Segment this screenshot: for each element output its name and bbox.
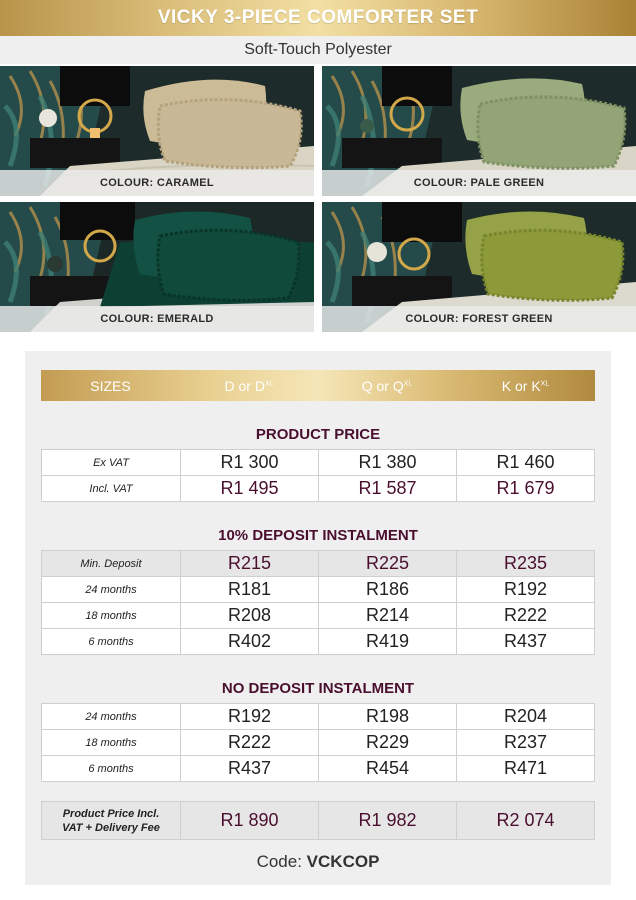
row-label: Incl. VAT <box>42 476 181 502</box>
size-king-sup: XL <box>540 379 550 387</box>
product-code-prefix: Code: <box>256 852 307 871</box>
price-cell: R222 <box>457 603 595 629</box>
price-cell: R1 679 <box>457 476 595 502</box>
price-cell: R402 <box>181 629 319 655</box>
size-queen-sup: XL <box>403 379 413 387</box>
caption-emerald: COLOUR: EMERALD <box>0 306 314 332</box>
total-label <box>42 802 181 840</box>
photo-pale-green <box>322 66 636 196</box>
sizes-label: SIZES <box>90 377 131 394</box>
price-cell: R235 <box>457 551 595 577</box>
no-deposit-instalment-heading: NO DEPOSIT INSTALMENT <box>221 680 415 697</box>
product-title: VICKY 3-PIECE COMFORTER SET <box>157 7 479 28</box>
price-cell: R1 587 <box>319 476 457 502</box>
price-cell: R192 <box>457 577 595 603</box>
price-cell: R419 <box>319 629 457 655</box>
price-cell: R437 <box>181 756 319 782</box>
product-subtitle: Soft-Touch Polyester <box>244 41 392 58</box>
table-row <box>42 577 595 603</box>
total-price-cell: R1 890 <box>181 802 319 840</box>
row-label: 6 months <box>42 756 181 782</box>
price-cell: R225 <box>319 551 457 577</box>
row-label: 24 months <box>42 577 181 603</box>
table-row <box>42 802 595 840</box>
table-row <box>42 551 595 577</box>
no-deposit-instalment-table <box>41 703 595 782</box>
price-cell: R204 <box>457 704 595 730</box>
price-cell: R186 <box>319 577 457 603</box>
photo-forest-green <box>322 202 636 332</box>
product-code-value: VCKCOP <box>306 852 380 871</box>
price-cell: R237 <box>457 730 595 756</box>
size-column-king <box>456 378 595 394</box>
caption-caramel: COLOUR: CARAMEL <box>0 170 314 196</box>
deposit-instalment-table <box>41 550 595 655</box>
price-cell: R454 <box>319 756 457 782</box>
deposit-instalment-heading: 10% DEPOSIT INSTALMENT <box>218 527 418 544</box>
row-label: 6 months <box>42 629 181 655</box>
price-cell: R214 <box>319 603 457 629</box>
price-cell: R1 300 <box>181 450 319 476</box>
caption-pale-green: COLOUR: PALE GREEN <box>322 170 636 196</box>
size-queen-label: Q or Q <box>361 377 404 394</box>
price-cell: R437 <box>457 629 595 655</box>
size-column-double <box>180 378 318 394</box>
price-cell: R1 460 <box>457 450 595 476</box>
total-price-cell: R2 074 <box>457 802 595 840</box>
price-cell: R198 <box>319 704 457 730</box>
price-cell: R471 <box>457 756 595 782</box>
total-label-line1: Product Price Incl. <box>62 807 160 820</box>
table-row <box>42 730 595 756</box>
price-cell: R1 380 <box>319 450 457 476</box>
row-label: Ex VAT <box>42 450 181 476</box>
table-row <box>42 603 595 629</box>
total-label-line2: VAT + Delivery Fee <box>62 821 160 834</box>
product-code <box>25 852 611 872</box>
table-row <box>42 450 595 476</box>
size-double-sup: XL <box>264 379 274 387</box>
photo-caramel <box>0 66 314 196</box>
price-cell: R215 <box>181 551 319 577</box>
table-row <box>42 704 595 730</box>
price-cell: R222 <box>181 730 319 756</box>
title-banner <box>0 0 636 36</box>
size-double-label: D or D <box>224 377 265 394</box>
table-row <box>42 629 595 655</box>
table-row <box>42 756 595 782</box>
sizes-header <box>41 370 595 401</box>
total-price-cell: R1 982 <box>319 802 457 840</box>
size-column-queen <box>318 378 456 394</box>
price-cell: R181 <box>181 577 319 603</box>
total-price-table <box>41 801 595 840</box>
subtitle-banner <box>0 36 636 64</box>
row-label: 18 months <box>42 730 181 756</box>
price-cell: R192 <box>181 704 319 730</box>
row-label: 24 months <box>42 704 181 730</box>
row-label: 18 months <box>42 603 181 629</box>
product-price-table <box>41 449 595 502</box>
price-cell: R229 <box>319 730 457 756</box>
row-label: Min. Deposit <box>42 551 181 577</box>
photo-emerald <box>0 202 314 332</box>
price-cell: R208 <box>181 603 319 629</box>
product-price-heading: PRODUCT PRICE <box>255 426 381 443</box>
price-cell: R1 495 <box>181 476 319 502</box>
table-row <box>42 476 595 502</box>
caption-forest-green: COLOUR: FOREST GREEN <box>322 306 636 332</box>
size-king-label: K or K <box>501 377 541 394</box>
